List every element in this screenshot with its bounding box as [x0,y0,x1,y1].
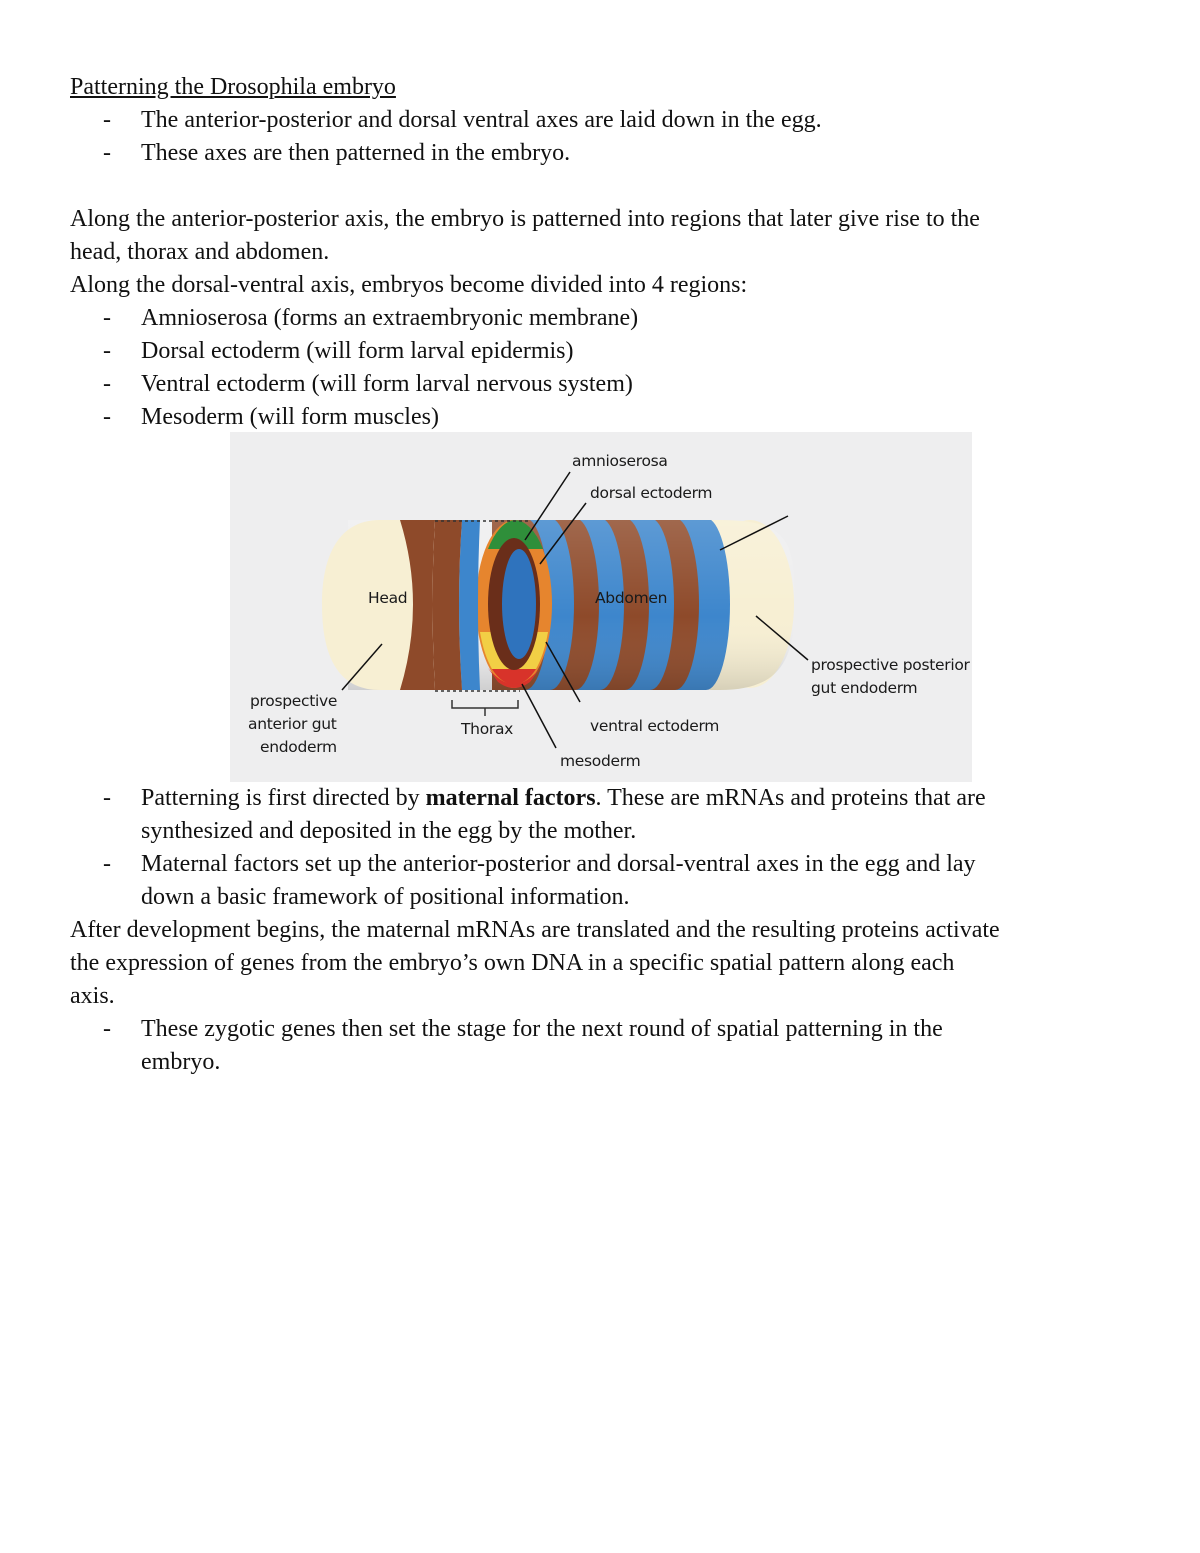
dv-region-item: Amnioserosa (forms an extraembryonic membrane) [141,305,639,331]
label-dorsal-ectoderm: dorsal ectoderm [590,484,713,502]
cross-section-ring [476,520,552,688]
maternal-post: . These are mRNAs and proteins that are [595,785,986,811]
label-anterior-gut: endoderm [260,738,337,756]
intro-bullet: The anterior-posterior and dorsal ventral axes are laid down in the egg. [141,107,822,133]
bullet-dash: - [103,404,111,430]
thorax-stripes [433,520,481,690]
zygotic-bullet-line: These zygotic genes then set the stage for the next round of spatial patterning in the [141,1016,943,1042]
thorax-bracket [452,700,518,716]
zygotic-bullet-line: embryo. [141,1049,221,1075]
dv-region-item: Ventral ectoderm (will form larval nervous system) [141,371,633,397]
maternal-bullet-2-line: down a basic framework of positional information. [141,884,630,910]
bullet-dash: - [103,305,111,331]
label-head: Head [368,589,408,607]
after-paragraph-line: the expression of genes from the embryo’s own DNA in a specific spatial pattern along each [70,950,955,976]
embryo-diagram-svg [230,432,972,782]
maternal-bullet-line: synthesized and deposited in the egg by the mother. [141,818,637,844]
label-anterior-gut: anterior gut [248,715,337,733]
label-posterior-gut: gut endoderm [811,679,918,697]
after-paragraph-line: axis. [70,983,115,1009]
intro-bullet: These axes are then patterned in the embryo. [141,140,571,166]
ap-paragraph-line: Along the anterior-posterior axis, the embryo is patterned into regions that later give rise to the [70,206,980,232]
maternal-pre: Patterning is first directed by [141,785,426,811]
bullet-dash: - [103,785,111,811]
label-anterior-gut: prospective [250,692,338,710]
bullet-dash: - [103,371,111,397]
label-posterior-gut: prospective posterior [811,656,970,674]
bullet-dash: - [103,338,111,364]
bullet-dash: - [103,851,111,877]
embryo-diagram [230,432,972,782]
bullet-dash: - [103,107,111,133]
page-title: Patterning the Drosophila embryo [70,74,396,100]
dv-intro: Along the dorsal-ventral axis, embryos become divided into 4 regions: [70,272,748,298]
after-paragraph-line: After development begins, the maternal mRNAs are translated and the resulting proteins activate [70,917,1000,943]
label-amnioserosa: amnioserosa [572,452,668,470]
label-ventral-ectoderm: ventral ectoderm [590,717,720,735]
maternal-bullet-2-line: Maternal factors set up the anterior-posterior and dorsal-ventral axes in the egg and lay [141,851,976,877]
maternal-bullet-line [141,782,986,815]
bullet-dash: - [103,140,111,166]
maternal-factors-term: maternal factors [425,785,596,811]
label-abdomen: Abdomen [595,589,668,607]
dv-region-item: Dorsal ectoderm (will form larval epidermis) [141,338,574,364]
dv-region-item: Mesoderm (will form muscles) [141,404,439,430]
bullet-dash: - [103,1016,111,1042]
label-mesoderm: mesoderm [560,752,641,770]
ap-paragraph-line: head, thorax and abdomen. [70,239,330,265]
label-thorax: Thorax [461,720,514,738]
